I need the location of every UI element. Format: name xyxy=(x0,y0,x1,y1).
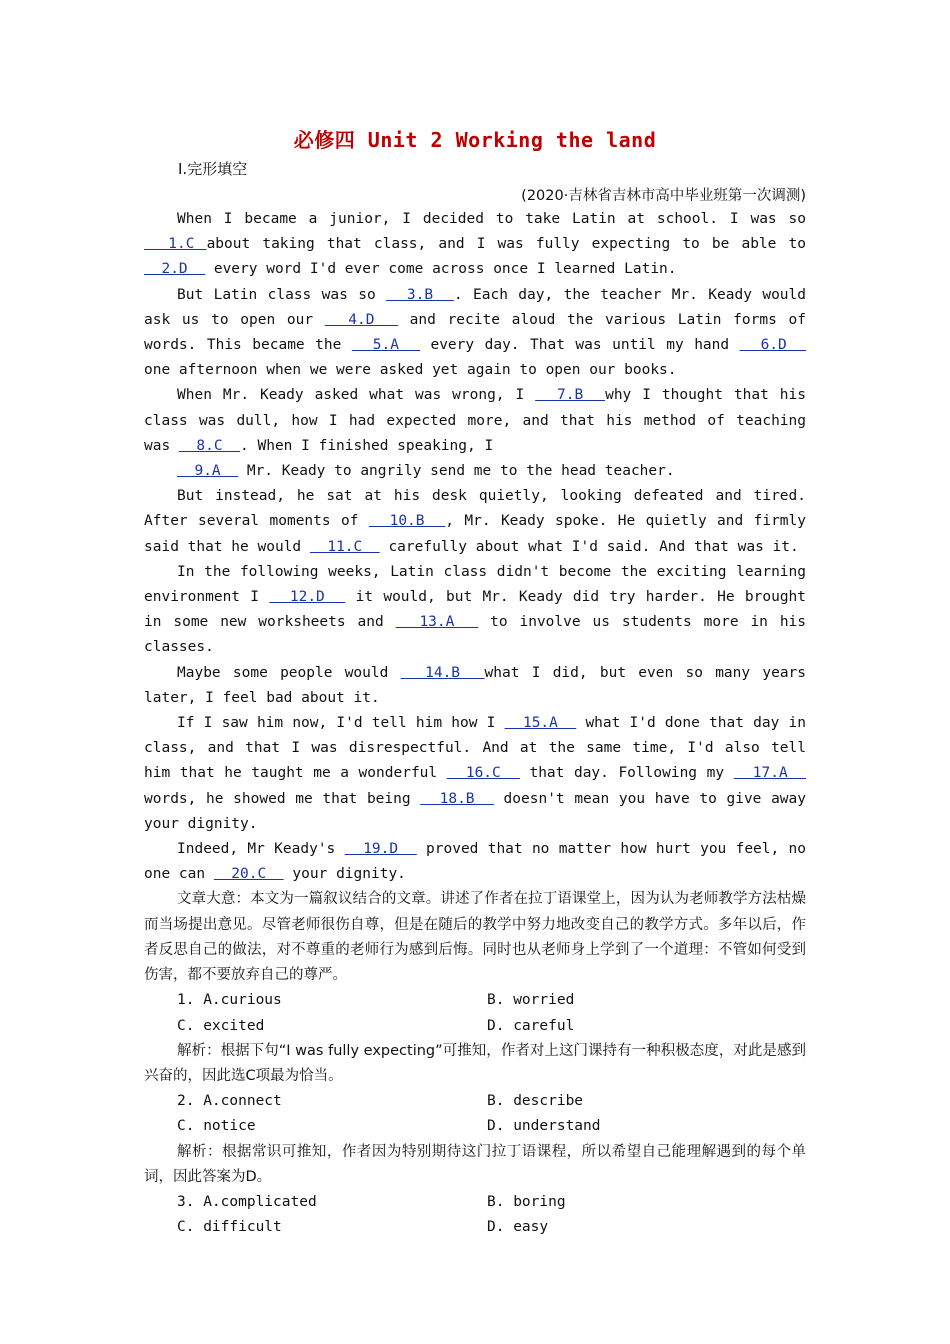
explanation: 解析：根据下句“I was fully expecting”可推知，作者对上这门课持有一种积极态度，对此是感到兴奋的，因此选C项最为恰当。 xyxy=(144,1042,806,1084)
options-row xyxy=(144,1215,806,1240)
answer-blank: 19.D xyxy=(344,841,417,858)
option-b: B. boring xyxy=(487,1193,566,1210)
option-d: D. careful xyxy=(487,1017,575,1034)
passage-paragraph: When Mr. Keady asked what was wrong, I 7.B why I thought that his class was dull, how I had expected more, and that his method of teaching was 8.C . When I finished speaking, I xyxy=(144,387,806,454)
passage-paragraph: If I saw him now, I'd tell him how I 15.A what I'd done that day in class, and that I was disrespectful. And at the same time, I'd also tell him that he taught me a wonderful 16.C that day. Following my 17.A words, he showed me that being 18.B doesn't mean you have to give away your dignity. xyxy=(144,715,807,832)
answer-blank: 4.D xyxy=(324,311,398,328)
passage-paragraph: In the following weeks, Latin class didn't become the exciting learning environment I 12.D it would, but Mr. Keady did try harder. He brought in some new worksheets and 13.A to involve us students more in his classes. xyxy=(144,563,807,656)
passage-paragraph: 9.A Mr. Keady to angrily send me to the head teacher. xyxy=(177,463,675,480)
answer-blank: 18.B xyxy=(420,790,494,807)
option-a: 2. A.connect xyxy=(177,1093,282,1110)
passage-paragraph: Maybe some people would 14.B what I did, but even so many years later, I feel bad about it. xyxy=(144,664,807,706)
answer-blank: 9.A xyxy=(177,463,239,480)
document-body xyxy=(144,207,806,1240)
answer-blank: 3.B xyxy=(386,286,454,303)
answer-blank: 5.A xyxy=(351,337,420,354)
options-row xyxy=(144,988,806,1013)
passage-paragraph: But Latin class was so 3.B . Each day, the teacher Mr. Keady would ask us to open our 4.D and recite aloud the various Latin forms of words. This became the 5.A every day. That was until my hand 6.D one afternoon when we were asked yet again to open our books. xyxy=(144,286,807,379)
answer-blank: 16.C xyxy=(446,765,520,782)
answer-blank: 13.A xyxy=(395,614,479,631)
explanation: 解析：根据常识可推知，作者因为特别期待这门拉丁语课程，所以希望自己能理解遇到的每个单词，因此答案为D。 xyxy=(144,1143,806,1185)
answer-blank: 10.B xyxy=(368,513,446,530)
option-b: B. describe xyxy=(487,1093,584,1110)
options-row xyxy=(144,1190,806,1215)
options-row xyxy=(144,1114,806,1139)
option-d: D. easy xyxy=(487,1219,549,1236)
option-c: C. notice xyxy=(177,1118,256,1135)
option-a: 3. A.complicated xyxy=(177,1193,317,1210)
answer-blank: 8.C xyxy=(178,437,241,454)
answer-blank: 6.D xyxy=(739,337,806,354)
answer-blank: 7.B xyxy=(535,387,606,404)
answer-blank: 1.C xyxy=(144,236,207,253)
answer-blank: 2.D xyxy=(144,261,206,278)
option-c: C. excited xyxy=(177,1017,265,1034)
options-row xyxy=(144,1014,806,1039)
options-row xyxy=(144,1089,806,1114)
passage-paragraph: But instead, he sat at his desk quietly, looking defeated and tired. After several moments of 10.B , Mr. Keady spoke. He quietly and firmly said that he would 11.C carefully about what I'd said. And that was it. xyxy=(144,488,806,555)
passage-paragraph: Indeed, Mr Keady's 19.D proved that no matter how hurt you feel, no one can 20.C your dignity. xyxy=(144,841,807,883)
answer-blank: 14.B xyxy=(400,664,485,681)
answer-blank: 20.C xyxy=(213,866,284,883)
section-heading: Ⅰ.完形填空 xyxy=(178,160,248,178)
passage-paragraph: When I became a junior, I decided to take Latin at school. I was so 1.C about taking that class, and I was fully expecting to be able to 2.D every word I'd ever come across once I learned Latin. xyxy=(144,211,806,278)
option-b: B. worried xyxy=(487,992,575,1009)
page-title: 必修四 Unit 2 Working the land xyxy=(293,128,657,152)
answer-blank: 11.C xyxy=(309,538,380,555)
source-note: (2020·吉林省吉林市高中毕业班第一次调测) xyxy=(521,188,806,204)
answer-blank: 12.D xyxy=(269,589,346,606)
option-d: D. understand xyxy=(487,1118,601,1135)
option-c: C. difficult xyxy=(177,1219,282,1236)
option-a: 1. A.curious xyxy=(177,992,282,1009)
answer-blank: 17.A xyxy=(733,765,807,782)
summary-paragraph: 文章大意：本文为一篇叙议结合的文章。讲述了作者在拉丁语课堂上，因为认为老师教学方法枯燥而当场提出意见。尽管老师很伤自尊，但是在随后的教学中努力地改变自己的教学方式。多年以后，作者反思自己的做法，对不尊重的老师行为感到后悔。同时也从老师身上学到了一个道理：不管如何受到伤害，都不要放弃自己的尊严。 xyxy=(144,891,806,984)
answer-blank: 15.A xyxy=(504,715,577,732)
